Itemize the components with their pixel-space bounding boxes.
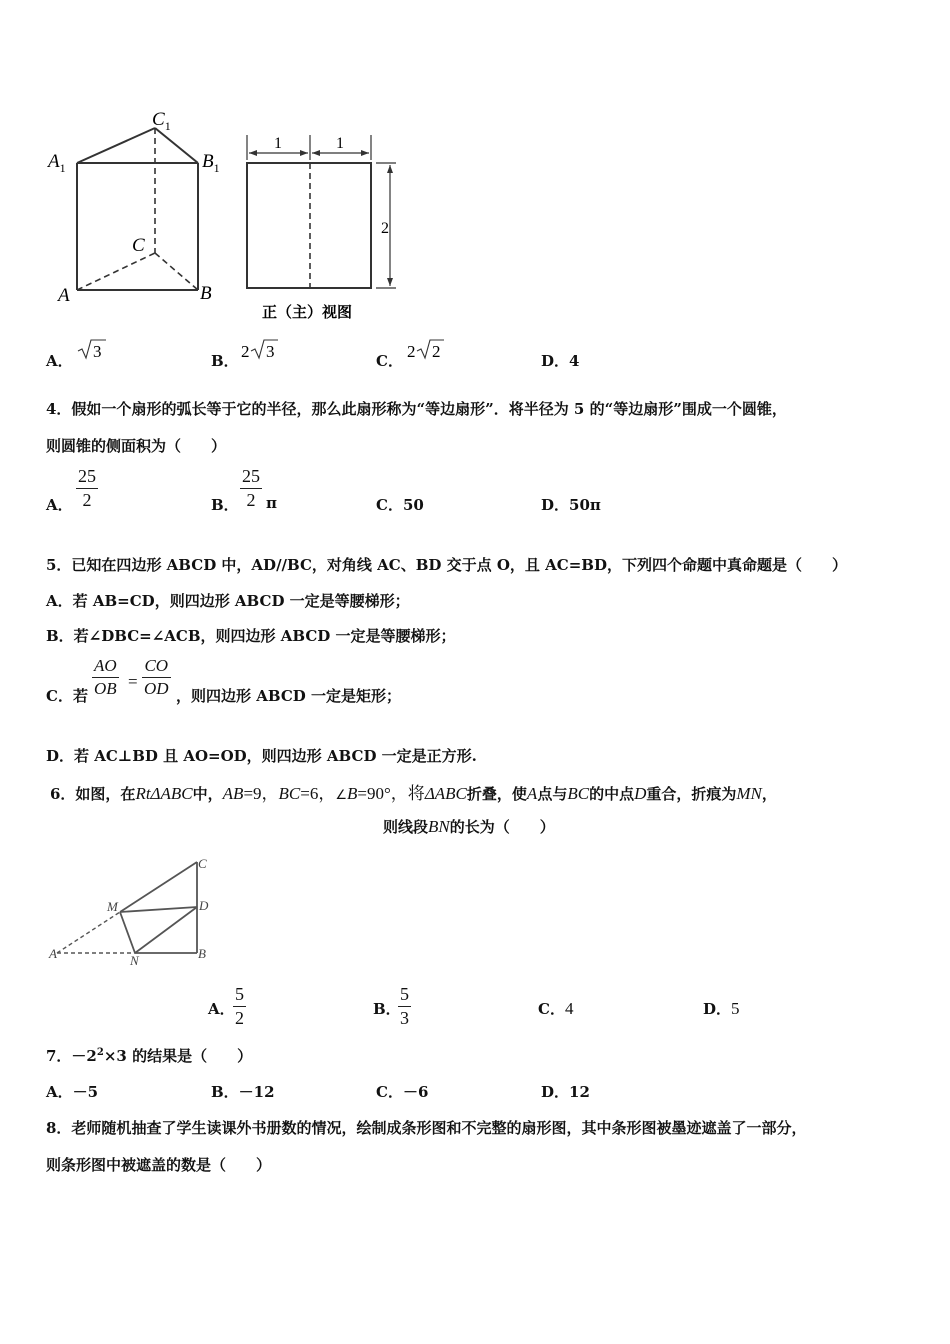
q4-stem-line1: 4．假如一个扇形的弧长等于它的半径，那么此扇形称为“等边扇形”．将半径为 5 的“等边扇形”围成一个圆锥，	[46, 400, 787, 418]
q7-option-b[interactable]: B．－12	[211, 1083, 275, 1101]
dim-left: 1	[274, 135, 282, 152]
q6-option-b-fraction: 5 3	[400, 984, 409, 1028]
q6-option-a-fraction: 5 2	[235, 984, 244, 1028]
dim-right: 1	[336, 135, 344, 152]
q4-option-b-pi: π	[266, 494, 277, 512]
q4-option-d[interactable]: D．50π	[541, 496, 601, 514]
q3-option-c-sqrt	[406, 336, 446, 362]
q3-c-radicand: 2	[432, 342, 441, 361]
front-view	[247, 135, 396, 288]
dim-height: 2	[381, 220, 389, 237]
q5-option-c-suffix: ，则四边形 ABCD 一定是矩形；	[176, 687, 401, 705]
q5-stem: 5．已知在四边形 ABCD 中，AD//BC，对角线 AC、BD 交于点 O，且 AC=BD，下列四个命题中真命题是（ ）	[46, 556, 847, 574]
q4-option-a-fraction: 25 2	[78, 466, 96, 510]
q5-option-c-fraction-ao-ob: AO OB	[94, 656, 117, 698]
q8-stem-line2: 则条形图中被遮盖的数是（ ）	[46, 1156, 272, 1174]
triangle-dashed-lines	[57, 912, 135, 953]
q3-option-a[interactable]: A．	[46, 352, 73, 370]
label-c1: $C_1$	[152, 109, 171, 133]
triangle-solid-lines	[120, 862, 197, 953]
prism-hidden-edges	[77, 128, 198, 290]
q4-option-b-fraction: 25 2	[242, 466, 260, 510]
label-b1: $B_1$	[202, 151, 220, 175]
q3-option-a-sqrt	[76, 336, 106, 362]
q3-option-c[interactable]: C．	[376, 352, 403, 370]
label-c: C	[132, 235, 145, 256]
q7-option-a[interactable]: A．－5	[46, 1083, 99, 1101]
q6-option-d[interactable]: D．5	[703, 999, 740, 1018]
label-a1: $A_1$	[48, 151, 66, 175]
front-view-caption: 正（主）视图	[262, 303, 353, 321]
q7-option-c[interactable]: C．－6	[376, 1083, 429, 1101]
q5-option-a[interactable]: A．若 AB=CD，则四边形 ABCD 一定是等腰梯形；	[46, 592, 410, 610]
q3-a-radicand: 3	[93, 342, 102, 361]
q5-option-c-fraction-co-od: CO OD	[144, 656, 169, 698]
q3-option-b[interactable]: B．	[211, 352, 239, 370]
q6-stem-line1: 6．如图，在 RtΔABC 中， AB =9， BC =6， ∠ B =90°，将 ΔABC 折叠，使 A 点与 BC 的中点 D 重合，折痕为 MN ，	[50, 784, 777, 803]
q7-stem: 7．$-2^2\times 3$ 的结果是（ ）	[46, 1047, 253, 1065]
q4-option-b[interactable]: B．	[211, 496, 239, 514]
q3-c-coef: 2	[407, 342, 416, 361]
label-b: B	[200, 283, 212, 304]
q4-option-a[interactable]: A．	[46, 496, 73, 514]
fig6-label-a: A	[49, 946, 57, 961]
q7-option-d[interactable]: D．12	[541, 1083, 590, 1101]
fig6-label-c: C	[198, 856, 207, 871]
triangle-fold-figure	[45, 850, 225, 970]
q3-b-radicand: 3	[266, 342, 275, 361]
fig6-label-m: M	[107, 899, 118, 914]
fig6-label-b: B	[198, 946, 206, 961]
prism-figure	[40, 105, 400, 325]
fig6-label-d: D	[199, 898, 209, 913]
q4-stem-line2: 则圆锥的侧面积为（ ）	[46, 437, 227, 455]
q5-option-b[interactable]: B．若∠DBC=∠ACB，则四边形 ABCD 一定是等腰梯形；	[46, 627, 456, 645]
prism-solid-edges	[77, 128, 198, 290]
fig6-label-n: N	[130, 953, 139, 968]
label-a: A	[58, 285, 70, 306]
q6-option-c[interactable]: C．4	[538, 999, 574, 1018]
q6-option-b[interactable]: B．	[373, 1000, 401, 1018]
q6-option-a[interactable]: A．	[208, 1000, 235, 1018]
q3-option-b-sqrt	[240, 336, 280, 362]
q5-option-d[interactable]: D．若 AC⊥BD 且 AO=OD，则四边形 ABCD 一定是正方形.	[46, 747, 477, 765]
q6-stem-line2: 则线段 BN 的长为（ ）	[383, 817, 555, 836]
q3-b-coef: 2	[241, 342, 250, 361]
q5-option-c-equals: =	[128, 672, 138, 691]
q3-option-d[interactable]: D．4	[541, 352, 580, 370]
q8-stem-line1: 8．老师随机抽查了学生读课外书册数的情况，绘制成条形图和不完整的扇形图，其中条形图被墨迹遮盖了一部分，	[46, 1119, 807, 1137]
q4-option-c[interactable]: C．50	[376, 496, 424, 514]
q5-option-c-prefix[interactable]: C．若	[46, 687, 88, 705]
